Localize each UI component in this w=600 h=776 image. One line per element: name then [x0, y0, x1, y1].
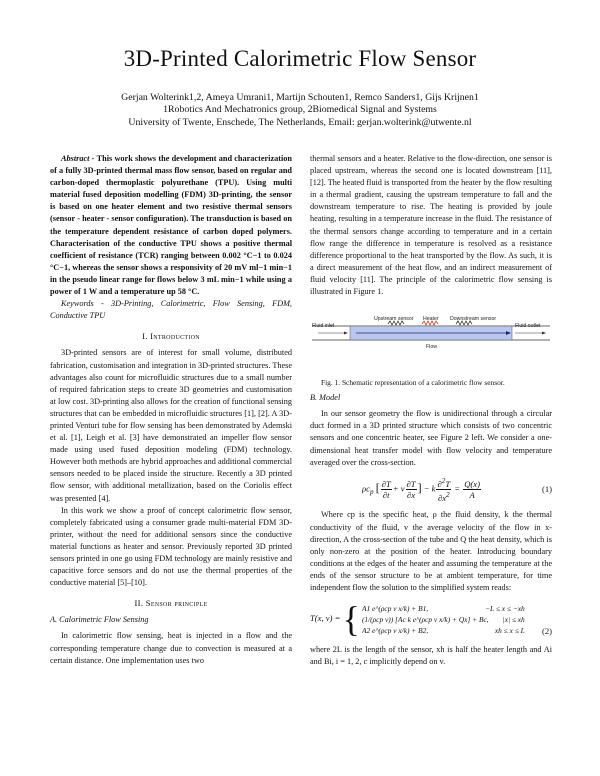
principle-paragraph-continued: thermal sensors and a heater. Relative to the flow-direction, one sensor is placed upstream, whereas the second one is located downstream [11], [12]. The heated fluid is transported from the heater by the flow resulting in a thermal gradient, causing the upstream temperature to fall and the downstream temperature to rise. The heating is provided by joule heating, resulting in a temperature increase in the fluid. The resistance of the thermal sensors change according to temperature and in a certain flow range the difference in temperature is resolved as a resistance difference proportional to the heat transported by the flow. As such, it is a direct measurement of the heat flow, and an indirect measurement of fluid velocity [11]. The principle of the calorimetric flow sensing is illustrated in Figure 1.: [310, 154, 552, 297]
figure-1: [310, 304, 552, 374]
eq2-case-1: A1 e^(ρcp v x/k) + B1,: [361, 603, 429, 613]
figure-1-caption: Fig. 1. Schematic representation of a calorimetric flow sensor.: [321, 378, 505, 388]
label-fluid-outlet: Fluid outlet: [515, 323, 541, 330]
outlet-arrow-head: [542, 332, 546, 335]
eq2-case-3: A2 e^(ρcp v x/k) + B2,: [361, 625, 429, 635]
eq2-cond-2: |x| ≤ xh: [502, 614, 525, 624]
equation-2-cases: [362, 603, 525, 636]
paper-title: 3D-Printed Calorimetric Flow Sensor: [123, 46, 477, 71]
label-upstream-sensor: Upstream sensor: [374, 316, 414, 323]
equation-2-body: T(x, v) = { A1 e^(ρcp v x/k) + B1, −L ≤ x ≤ −xh (1/(ρcp v)) [Ac k e^(ρcp v x/k) + Qx] + Bc, |x| ≤ xh A2 e^(ρcp v x/k) + B2, xh ≤ x ≤ L: [310, 599, 525, 640]
intro-paragraph-1: 3D-printed sensors are of interest for small volume, distributed fabrication, customisation and integration in 3D-printed structures. These advantages also count for microfluidic structures due to a small number of required fabrication steps to create 3D geometries and customisation at low cost. 3D-printing also allows for the creation of functional sensing structures that can be embedded in microfluidic structures [1], [2]. A 3D-printed Venturi tube for flow sensing has been demonstrated by Ademski et al. [1], Leigh et al. [3] have demonstrated an impeller flow sensor made using used fused deposition modeling (FDM) technology. However both methods are hybrid approaches and additional commercial sensors needed to be placed inside the structure. Recently a 3D printed flow sensor, with additional metallization, based on the Coriolis effect was presented [4].: [50, 348, 293, 503]
equation-1: [310, 476, 552, 503]
keywords: Keywords - 3D-Printing, Calorimetric, Flow Sensing, FDM, Conductive TPU: [50, 299, 292, 321]
label-heater: Heater: [423, 316, 439, 323]
label-flow: Flow: [426, 344, 437, 351]
equation-1-number: (1): [541, 484, 552, 494]
intro-paragraph-2: In this work we show a proof of concept calorimetric flow sensor, completely fabricated using a consumer grade multi-material FDM 3D-printer, without the need for additional sensors since the conductive material functions as heater and sensor. Previously reported 3D printed sensors printed in one go using FDM technology are mainly resistive and capacitive force sensors and do not use the thermal properties of the conductive material [5]–[10].: [50, 505, 292, 588]
equation-1-body: $\rho c_p$ [ $\frac{\partial T}{\partial t}$ + v $\frac{\partial T}{\partial x}$ ] − k $\frac{\partial^2T}{\partial x^2}$ = $\frac{Q(x)}{A}$: [362, 476, 480, 503]
model-paragraph-2: Where cp is the specific heat, ρ the fluid density, k the thermal conductivity of the fluid, v the average velocity of the flow in x-direction, A the cross-section of the tube and Q the heat density, which is only non-zero at the position of the heater. Introducing boundary conditions at the edges of the heater and assuming the temperature at the ends of the sensor structure to be at ambient temperature, for time independent flow the solution to the simplified system reads:: [310, 510, 552, 592]
label-downstream-sensor: Downstream sensor: [450, 316, 497, 323]
inlet-arrow-head: [344, 332, 348, 335]
model-paragraph-3: where 2L is the length of the sensor, xh is half the heater length and Ai and Bi, i = 1, 2, c implicitly depend on v.: [310, 645, 552, 667]
author-block: [0, 92, 600, 129]
subsection-heading-calorimetric: A. Calorimetric Flow Sensing: [50, 615, 149, 625]
subsection-heading-model: B. Model: [310, 393, 341, 403]
address-line: University of Twente, Enschede, The Netherlands, Email: gerjan.wolterink@utwente.nl: [128, 116, 472, 128]
abstract: [50, 153, 292, 298]
left-column: [50, 153, 292, 667]
eq2-cond-1: −L ≤ x ≤ −xh: [485, 603, 525, 613]
label-fluid-inlet: Fluid inlet: [312, 323, 335, 330]
right-column: [310, 153, 552, 668]
eq2-case-2: (1/(ρcp v)) [Ac k e^(ρcp v x/k) + Qx] + Bc,: [361, 614, 489, 624]
model-paragraph-1: In our sensor geometry the flow is unidirectional through a circular duct formed in a 3D printed structure which consists of two concentric sensors and one concentric heater, see Figure 2 left. We consider a one-dimensional heat transfer model with flow velocity and temperature averaged over the cross-section.: [310, 409, 552, 467]
principle-paragraph-1: In calorimetric flow sensing, heat is injected in a flow and the corresponding temperature change due to convection is measured at a certain distance. One implementation uses two: [50, 631, 292, 665]
section-heading-sensor-principle: II. Sensor principle: [134, 598, 208, 609]
affiliations-line: 1Robotics And Mechatronics group, 2Biomedical Signal and Systems: [163, 104, 437, 116]
equation-2: [310, 599, 552, 640]
authors-line: Gerjan Wolterink1,2, Ameya Umrani1, Martijn Schouten1, Remco Sanders1, Gijs Krijnen1: [121, 92, 479, 103]
equation-2-number: (2): [541, 625, 552, 636]
abstract-lead: Abstract -: [61, 154, 97, 163]
section-heading-introduction: I. Introduction: [142, 331, 200, 342]
eq2-cond-3: xh ≤ x ≤ L: [494, 625, 525, 635]
abstract-text: This work shows the development and characterization of a fully 3D-printed thermal mass flow sensor, based on regular and carbon-doped thermoplastic polyurethane (TPU). Using multi material fused deposition modelling (FDM) 3D-printing, the sensor is based on one heater element and two resistive thermal sensors (sensor - heater - sensor configuration). The transduction is based on the temperature dependent resistance of carbon doped polymers. Characterisation of the conductive TPU shows a positive thermal coefficient of resistance (TCR) ranging between 0.002 °C−1 to 0.024 °C−1, whereas the sensor shows a responsivity of 20 mV ml−1 min−1 in the pseudo linear range for flows below 3 mL min−1 while using a power of 1 W and a temperature up 58 °C.: [50, 154, 292, 297]
